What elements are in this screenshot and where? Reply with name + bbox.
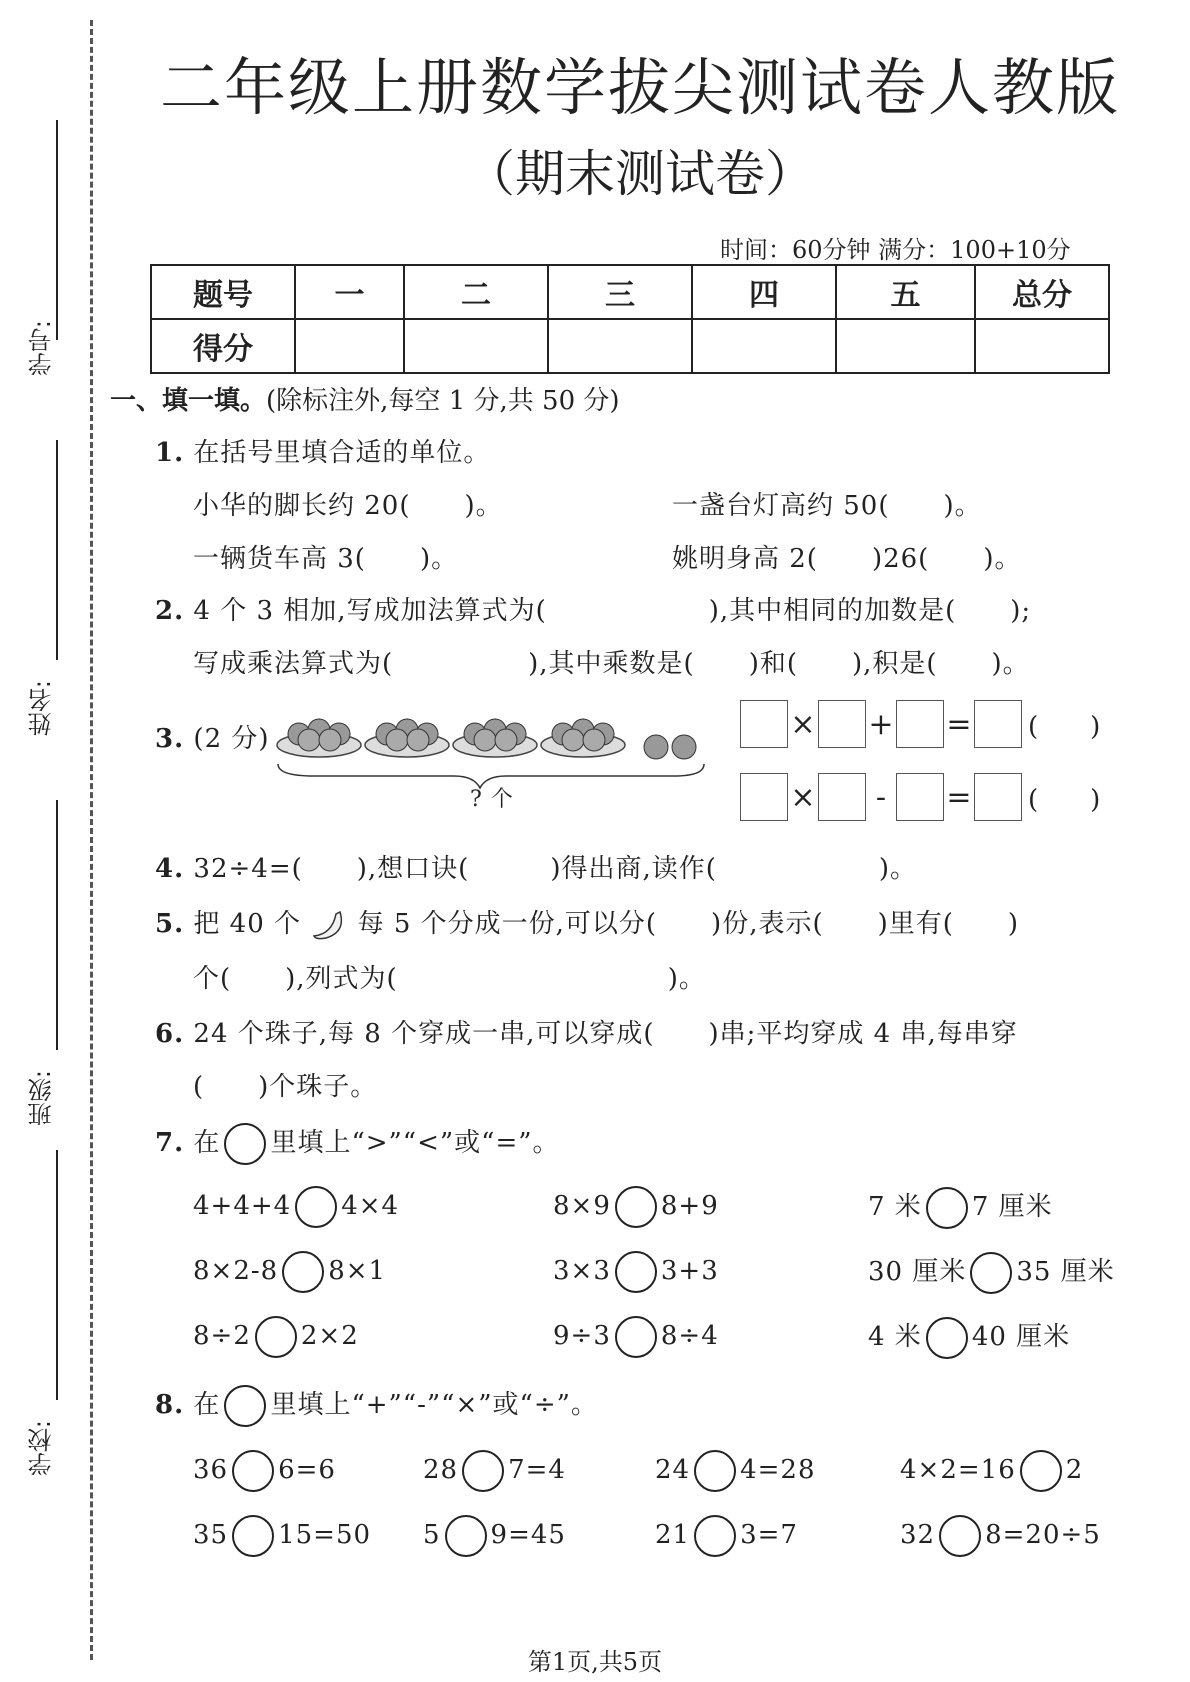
q1-item-a: 小华的脚长约 20( )。 xyxy=(193,491,503,521)
score-header-cell: 二 xyxy=(404,265,548,319)
section-1-title: 一、填一填。 xyxy=(110,386,267,416)
score-cell[interactable] xyxy=(548,319,692,373)
circle-icon xyxy=(224,1123,266,1165)
compare-item xyxy=(553,1186,719,1228)
operator: + xyxy=(868,706,894,742)
score-table-header-row xyxy=(151,265,1109,319)
q3-equation-row-1 xyxy=(740,700,1100,748)
answer-circle[interactable] xyxy=(232,1515,274,1557)
compare-left: 4+4+4 xyxy=(193,1191,292,1221)
question-text: 里填上“+”“-”“×”或“÷”。 xyxy=(270,1390,598,1420)
answer-circle[interactable] xyxy=(926,1187,968,1229)
operand-right: 2 xyxy=(1065,1455,1084,1485)
compare-left: 8×2-8 xyxy=(193,1256,279,1286)
question-number: 8. xyxy=(155,1390,185,1420)
operand-left: 28 xyxy=(423,1455,459,1485)
apple-plate-icon xyxy=(453,719,537,757)
compare-item xyxy=(193,1251,386,1293)
answer-box[interactable] xyxy=(974,700,1022,748)
score-row-label: 得分 xyxy=(151,319,295,373)
school-label: 学校: xyxy=(28,1420,56,1477)
answer-box[interactable] xyxy=(896,700,944,748)
question-text: 4 个 3 相加,写成加法算式为( ),其中相同的加数是( ); xyxy=(193,596,1032,626)
answer-box[interactable] xyxy=(974,773,1022,821)
question-7 xyxy=(155,1122,560,1165)
compare-item xyxy=(193,1316,359,1358)
operator-item xyxy=(655,1515,798,1557)
operand-left: 21 xyxy=(655,1520,691,1550)
operator: - xyxy=(875,779,887,815)
q1-item-d: 姚明身高 2( )26( )。 xyxy=(672,544,1022,574)
answer-circle[interactable] xyxy=(1020,1450,1062,1492)
question-text: 每 5 个分成一份,可以分( )份,表示( )里有( ) xyxy=(357,909,1020,939)
question-text: 在 xyxy=(193,1128,221,1158)
operand-left: 32 xyxy=(900,1520,936,1550)
operand-left: 5 xyxy=(423,1520,441,1550)
name-line xyxy=(56,440,58,660)
compare-left: 30 厘米 xyxy=(868,1257,967,1287)
score-table xyxy=(150,264,1110,374)
operator-item xyxy=(193,1450,336,1492)
score-cell[interactable] xyxy=(295,319,404,373)
answer-box[interactable] xyxy=(818,773,866,821)
operand-left: 36 xyxy=(193,1455,229,1485)
operator-item xyxy=(423,1515,566,1557)
operator: × xyxy=(790,779,816,815)
unit-paren[interactable]: ( ) xyxy=(1028,711,1101,742)
page-subtitle: （期末测试卷） xyxy=(465,145,815,203)
question-number: 3. xyxy=(155,724,185,754)
question-score: (2 分) xyxy=(193,724,270,754)
section-1-heading xyxy=(110,380,620,417)
compare-right: 4×4 xyxy=(341,1191,400,1221)
q3-brace-label: ? 个 xyxy=(470,787,514,812)
answer-box[interactable] xyxy=(818,700,866,748)
score-header-cell: 一 xyxy=(295,265,404,319)
question-text: 把 40 个 xyxy=(193,909,302,939)
operator-item xyxy=(655,1450,816,1492)
question-2 xyxy=(155,590,1031,627)
question-number: 1. xyxy=(155,438,185,468)
q3-equation-row-2 xyxy=(740,773,1100,821)
compare-left: 8×9 xyxy=(553,1191,611,1221)
answer-circle[interactable] xyxy=(694,1450,736,1492)
apple-plate-icon xyxy=(277,719,361,757)
operand-right: 8=20÷5 xyxy=(985,1520,1101,1550)
question-5 xyxy=(155,903,1019,942)
question-text: 24 个珠子,每 8 个穿成一串,可以穿成( )串;平均穿成 4 串,每串穿 xyxy=(193,1019,1018,1049)
operator: = xyxy=(946,706,972,742)
score-cell[interactable] xyxy=(836,319,975,373)
compare-left: 9÷3 xyxy=(553,1321,611,1351)
apple-plate-icon xyxy=(365,719,449,757)
question-number: 2. xyxy=(155,596,185,626)
answer-circle[interactable] xyxy=(694,1515,736,1557)
loose-apples-icon xyxy=(644,735,696,759)
q1-item-b: 一盏台灯高约 50( )。 xyxy=(672,491,982,521)
q6-line-2: ( )个珠子。 xyxy=(193,1072,378,1102)
compare-item xyxy=(868,1186,1053,1229)
compare-left: 4 米 xyxy=(868,1322,922,1352)
page-title: 二年级上册数学拔尖测试卷人教版 xyxy=(159,51,1120,124)
compare-item xyxy=(553,1251,719,1293)
compare-item xyxy=(868,1316,1070,1359)
operand-right: 15=50 xyxy=(278,1520,372,1550)
name-label: 姓名: xyxy=(28,680,56,737)
operator-item xyxy=(423,1450,566,1492)
operand-left: 4×2=16 xyxy=(900,1455,1016,1485)
student-no-label: 学号: xyxy=(28,320,56,377)
compare-left: 3×3 xyxy=(553,1256,611,1286)
operand-right: 6=6 xyxy=(278,1455,336,1485)
unit-paren[interactable]: ( ) xyxy=(1028,784,1101,815)
answer-box[interactable] xyxy=(740,773,788,821)
question-number: 5. xyxy=(155,909,185,939)
operand-left: 35 xyxy=(193,1520,229,1550)
operator-item xyxy=(900,1450,1083,1492)
question-text: 在括号里填合适的单位。 xyxy=(193,438,491,468)
operand-right: 3=7 xyxy=(740,1520,798,1550)
answer-circle[interactable] xyxy=(232,1450,274,1492)
answer-circle[interactable] xyxy=(939,1515,981,1557)
q2-line-2: 写成乘法算式为( ),其中乘数是( )和( ),积是( )。 xyxy=(193,649,1030,679)
answer-circle[interactable] xyxy=(970,1252,1012,1294)
question-text: 在 xyxy=(193,1390,221,1420)
score-header-cell: 四 xyxy=(692,265,836,319)
operator-item xyxy=(900,1515,1101,1557)
answer-box[interactable] xyxy=(740,700,788,748)
question-6 xyxy=(155,1013,1018,1050)
apple-plate-icon xyxy=(541,719,625,757)
operand-right: 4=28 xyxy=(740,1455,816,1485)
score-table-score-row xyxy=(151,319,1109,373)
compare-right: 2×2 xyxy=(300,1321,359,1351)
question-text: 32÷4=( ),想口诀( )得出商,读作( )。 xyxy=(193,854,918,884)
operator: × xyxy=(790,706,816,742)
score-header-cell: 总分 xyxy=(975,265,1109,319)
operand-right: 9=45 xyxy=(490,1520,566,1550)
score-cell[interactable] xyxy=(975,319,1109,373)
page-footer: 第1页,共5页 xyxy=(527,1648,663,1676)
school-line xyxy=(56,1150,58,1400)
operator-item xyxy=(193,1515,371,1557)
question-number: 6. xyxy=(155,1019,185,1049)
question-number: 7. xyxy=(155,1128,185,1158)
answer-circle[interactable] xyxy=(255,1316,297,1358)
score-cell[interactable] xyxy=(692,319,836,373)
circle-icon xyxy=(224,1385,266,1427)
answer-circle[interactable] xyxy=(445,1515,487,1557)
compare-right: 8÷4 xyxy=(660,1321,719,1351)
banana-icon xyxy=(310,908,348,942)
class-label: 班级: xyxy=(28,1070,56,1127)
time-info: 时间：60分钟 满分：100+10分 xyxy=(720,236,1071,264)
answer-box[interactable] xyxy=(896,773,944,821)
answer-circle[interactable] xyxy=(282,1251,324,1293)
question-3 xyxy=(155,718,270,755)
compare-right: 3+3 xyxy=(660,1256,719,1286)
score-header-cell: 三 xyxy=(548,265,692,319)
answer-circle[interactable] xyxy=(615,1316,657,1358)
binding-dashed-line xyxy=(90,20,93,1660)
compare-right: 7 厘米 xyxy=(971,1192,1053,1222)
question-8 xyxy=(155,1384,598,1427)
answer-circle[interactable] xyxy=(926,1317,968,1359)
compare-right: 40 厘米 xyxy=(971,1322,1071,1352)
student-no-line xyxy=(56,120,58,340)
compare-left: 7 米 xyxy=(868,1192,922,1222)
compare-item xyxy=(868,1251,1115,1294)
score-header-cell: 五 xyxy=(836,265,975,319)
operator: = xyxy=(946,779,972,815)
question-number: 4. xyxy=(155,854,185,884)
answer-circle[interactable] xyxy=(462,1450,504,1492)
compare-left: 8÷2 xyxy=(193,1321,251,1351)
score-header-cell: 题号 xyxy=(151,265,295,319)
question-4 xyxy=(155,848,917,885)
compare-right: 8+9 xyxy=(660,1191,719,1221)
q5-line-2: 个( ),列式为( )。 xyxy=(193,964,706,994)
answer-circle[interactable] xyxy=(615,1251,657,1293)
score-cell[interactable] xyxy=(404,319,548,373)
compare-item xyxy=(193,1186,399,1228)
operand-right: 7=4 xyxy=(508,1455,566,1485)
section-1-note: (除标注外,每空 1 分,共 50 分) xyxy=(266,386,620,416)
answer-circle[interactable] xyxy=(615,1186,657,1228)
question-1 xyxy=(155,432,490,469)
q1-item-c: 一辆货车高 3( )。 xyxy=(193,544,459,574)
compare-right: 8×1 xyxy=(328,1256,387,1286)
question-text: 里填上“>”“<”或“=”。 xyxy=(270,1128,560,1158)
compare-item xyxy=(553,1316,719,1358)
operand-left: 24 xyxy=(655,1455,691,1485)
class-line xyxy=(56,800,58,1050)
answer-circle[interactable] xyxy=(295,1186,337,1228)
compare-right: 35 厘米 xyxy=(1016,1257,1115,1287)
